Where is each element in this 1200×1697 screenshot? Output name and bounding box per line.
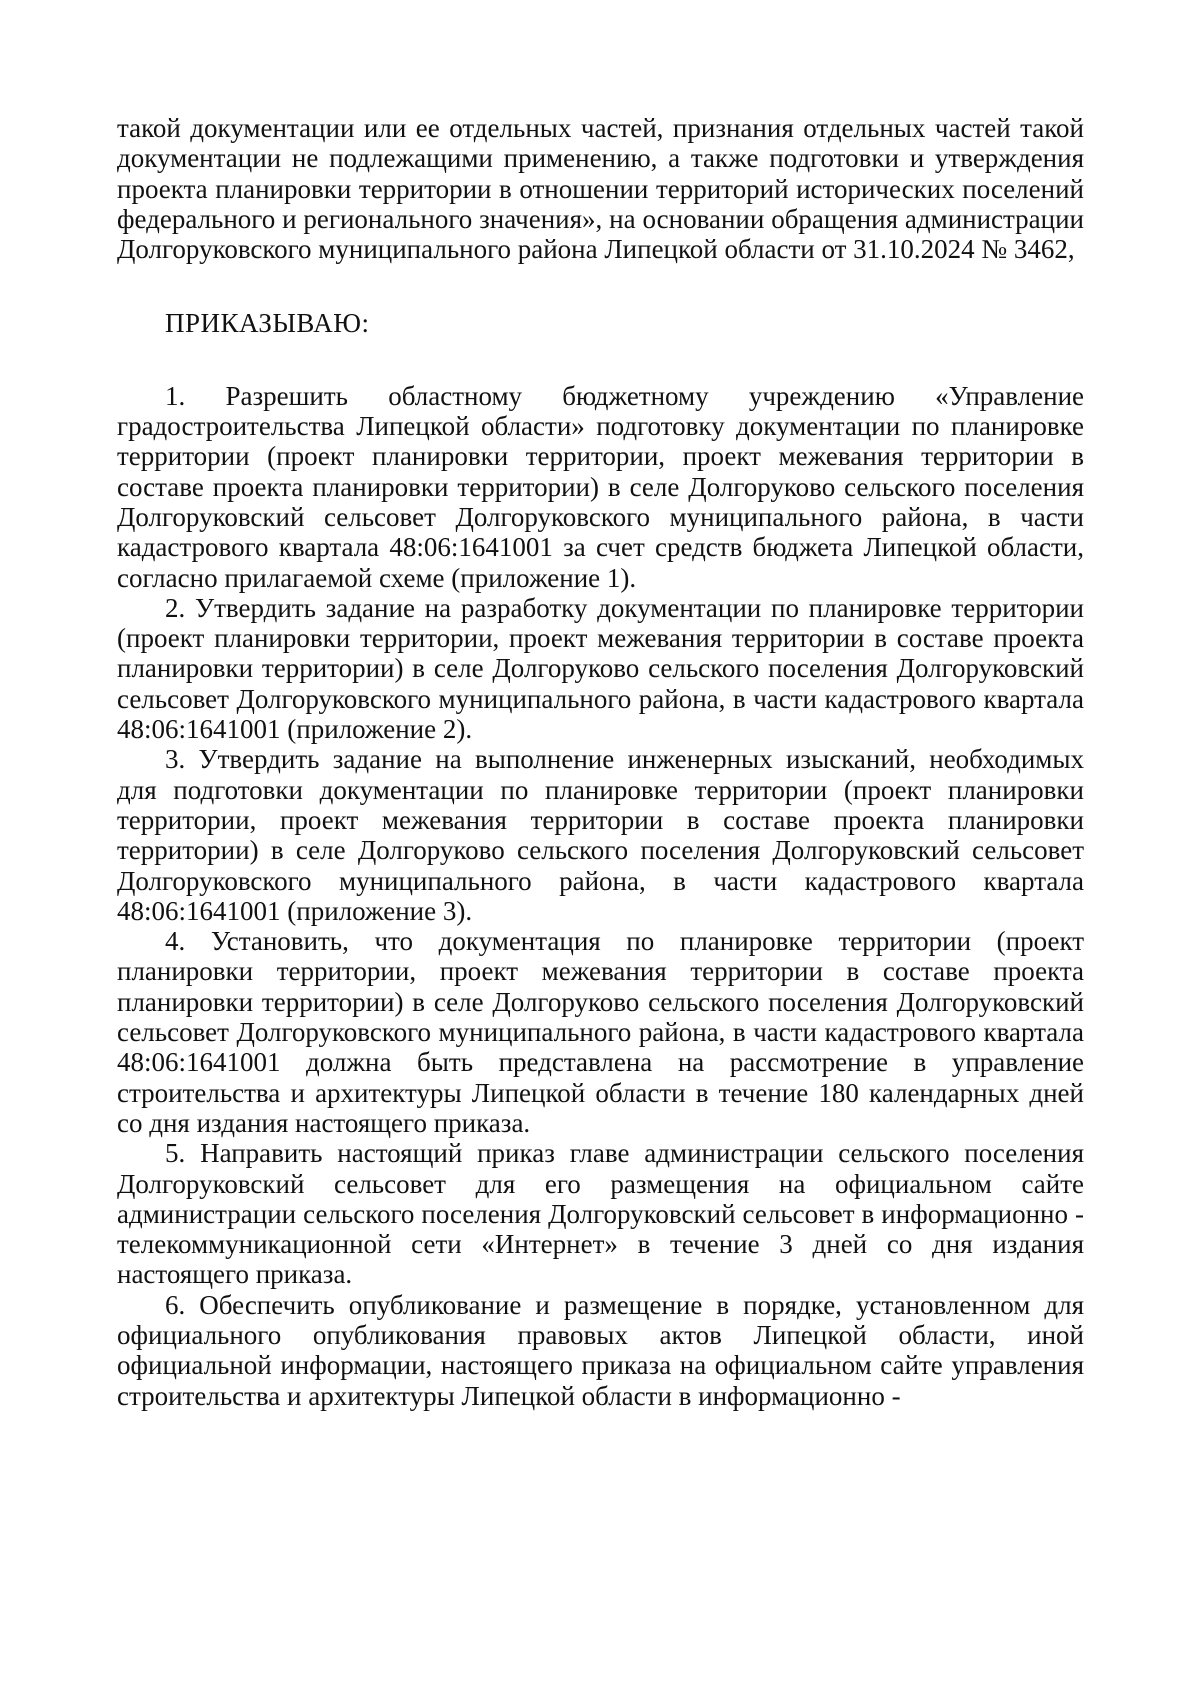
- intro-paragraph: такой документации или ее отдельных частей, признания отдельных частей такой документации не подлежащими применению, а также подготовки и утверждения проекта планировки территории в отношении территорий исторических поселений федерального и регионального значения», на основании обращения администрации Долгоруковского муниципального района Липецкой области от 31.10.2024 № 3462,: [117, 113, 1084, 265]
- order-item-6: 6. Обеспечить опубликование и размещение в порядке, установленном для официального опубликования правовых актов Липецкой области, иной официальной информации, настоящего приказа на официальном сайте управления строительства и архитектуры Липецкой области в информационно -: [117, 1289, 1084, 1411]
- order-item-4: 4. Установить, что документация по планировке территории (проект планировки территории, проект межевания территории в составе проекта планировки территории) в селе Долгоруково сельского поселения Долгоруковский сельсовет Долгоруковского муниципального района, в части кадастрового квартала 48:06:1641001 должна быть представлена на рассмотрение в управление строительства и архитектуры Липецкой области в течение 180 календарных дней со дня издания настоящего приказа.: [117, 926, 1084, 1138]
- document-body: [117, 113, 1084, 1411]
- order-item-5: 5. Направить настоящий приказ главе администрации сельского поселения Долгоруковский сельсовет для его размещения на официальном сайте администрации сельского поселения Долгоруковский сельсовет в информационно - телекоммуникационной сети «Интернет» в течение 3 дней со дня издания настоящего приказа.: [117, 1138, 1084, 1290]
- order-item-2: 2. Утвердить задание на разработку документации по планировке территории (проект планировки территории, проект межевания территории в составе проекта планировки территории) в селе Долгоруково сельского поселения Долгоруковский сельсовет Долгоруковского муниципального района, в части кадастрового квартала 48:06:1641001 (приложение 2).: [117, 592, 1084, 745]
- order-heading: ПРИКАЗЫВАЮ:: [165, 308, 370, 339]
- order-item-3: 3. Утвердить задание на выполнение инженерных изысканий, необходимых для подготовки документации по планировке территории (проект планировки территории, проект межевания территории в составе проекта планировки территории) в селе Долгоруково сельского поселения Долгоруковский сельсовет Долгоруковского муниципального района, в части кадастрового квартала 48:06:1641001 (приложение 3).: [117, 744, 1084, 926]
- order-item-1: 1. Разрешить областному бюджетному учреждению «Управление градостроительства Липецкой области» подготовку документации по планировке территории (проект планировки территории, проект межевания территории в составе проекта планировки территории) в селе Долгоруково сельского поселения Долгоруковский сельсовет Долгоруковского муниципального района, в части кадастрового квартала 48:06:1641001 за счет средств бюджета Липецкой области, согласно прилагаемой схеме (приложение 1).: [117, 380, 1084, 593]
